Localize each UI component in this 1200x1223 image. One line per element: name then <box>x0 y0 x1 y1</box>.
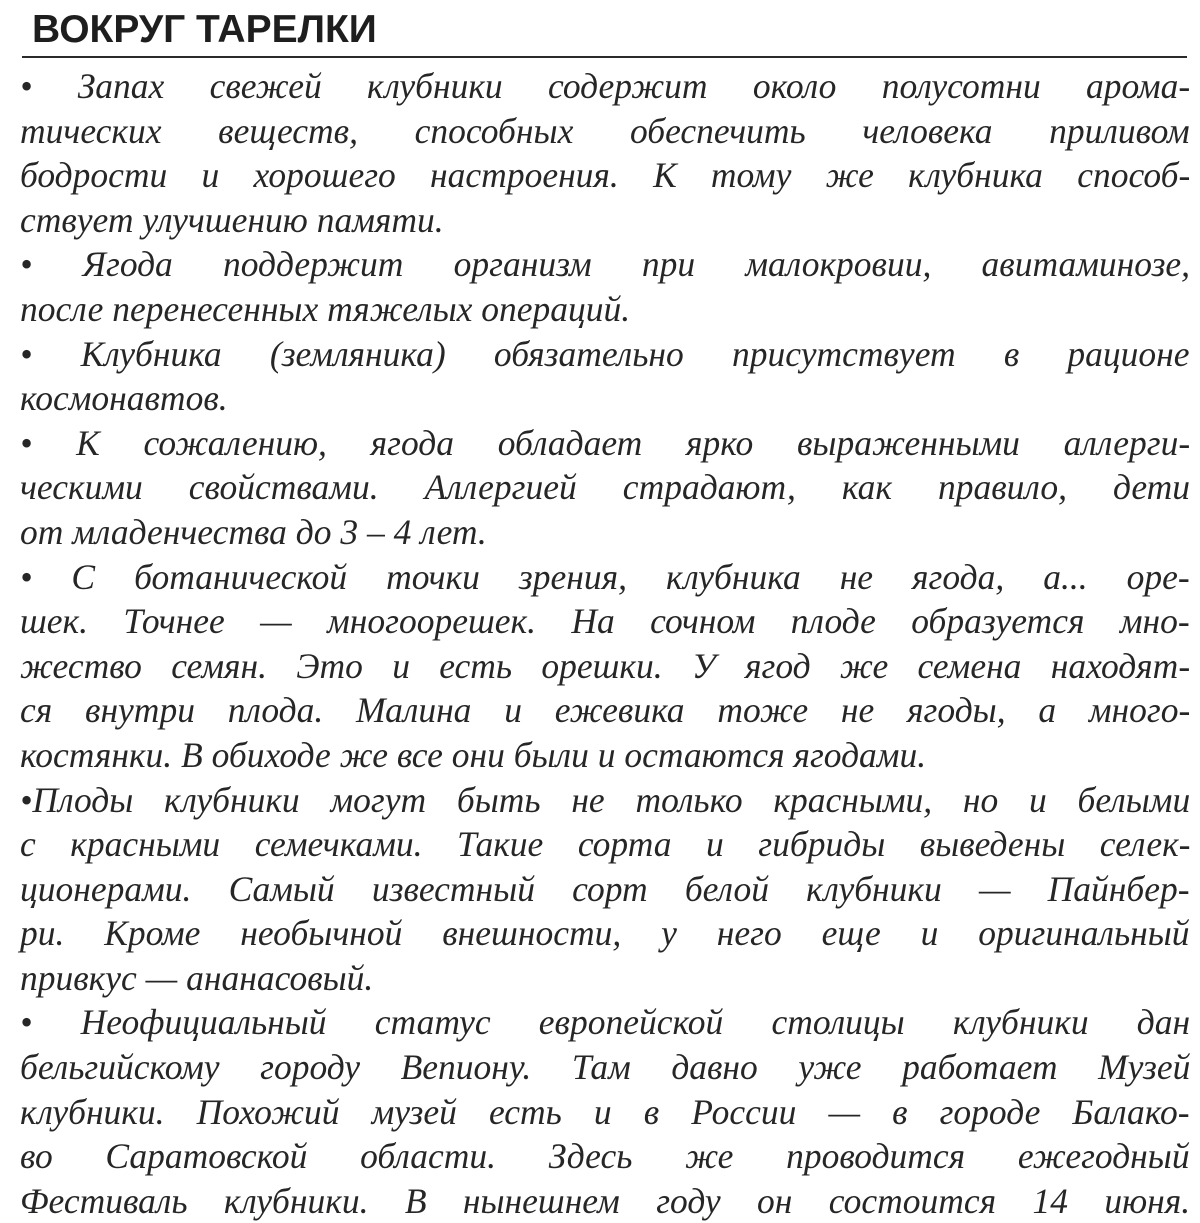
text-line: клубники. Похожий музей есть и в России — в городе Балако- <box>20 1091 1190 1132</box>
text-line: Фестиваль клубники. В нынешнем году он состоится 14 июня. <box>20 1180 1191 1221</box>
text-line: • К сожалению, ягода обладает ярко выраженными аллерги- <box>20 422 1191 463</box>
text-line: во Саратовской области. Здесь же проводится ежегодный <box>20 1136 1190 1177</box>
text-line: от младенчества до 3 – 4 лет. <box>20 511 487 552</box>
text-line: • С ботанической точки зрения, клубника не ягода, а... оре- <box>20 556 1190 597</box>
text-line: ционерами. Самый известный сорт белой клубники — Пайнбер- <box>20 868 1190 909</box>
text-line: ствует улучшению памяти. <box>20 199 444 240</box>
text-line: космонавтов. <box>20 378 228 419</box>
text-line: ри. Кроме необычной внешности, у него еще и оригинальный <box>20 913 1190 954</box>
text-line: костянки. В обиходе же все они были и остаются ягодами. <box>20 734 927 775</box>
text-line: • Клубника (земляника) обязательно присутствует в рационе <box>20 333 1190 374</box>
text-line: • Неофициальный статус европейской столицы клубники дан <box>20 1002 1191 1043</box>
article-body <box>20 64 1190 1223</box>
text-line: с красными семечками. Такие сорта и гибриды выведены селек- <box>20 824 1191 865</box>
text-line: тических веществ, способных обеспечить человека приливом <box>20 110 1190 151</box>
text-line: ческими свойствами. Аллергией страдают, как правило, дети <box>20 467 1191 508</box>
text-line: ся внутри плода. Малина и ежевика тоже не ягоды, а много- <box>20 690 1191 731</box>
text-line: жество семян. Это и есть орешки. У ягод же семена находят- <box>20 645 1191 686</box>
heading-bar <box>22 4 1187 58</box>
text-line: •Плоды клубники могут быть не только красными, но и белыми <box>20 779 1191 820</box>
article-heading: ВОКРУГ ТАРЕЛКИ <box>32 8 377 51</box>
text-line: после перенесенных тяжелых операций. <box>20 288 631 329</box>
text-line: • Ягода поддержит организм при малокровии, авитаминозе, <box>20 244 1191 285</box>
text-line: • Запах свежей клубники содержит около полусотни арома- <box>20 66 1191 106</box>
text-line: привкус — ананасовый. <box>20 957 374 998</box>
text-line: бельгийскому городу Вепиону. Там давно уже работает Музей <box>20 1047 1191 1088</box>
text-line: шек. Точнее — многоорешек. На сочном плоде образуется мно- <box>20 601 1190 642</box>
text-line: бодрости и хорошего настроения. К тому же клубника способ- <box>20 155 1191 196</box>
